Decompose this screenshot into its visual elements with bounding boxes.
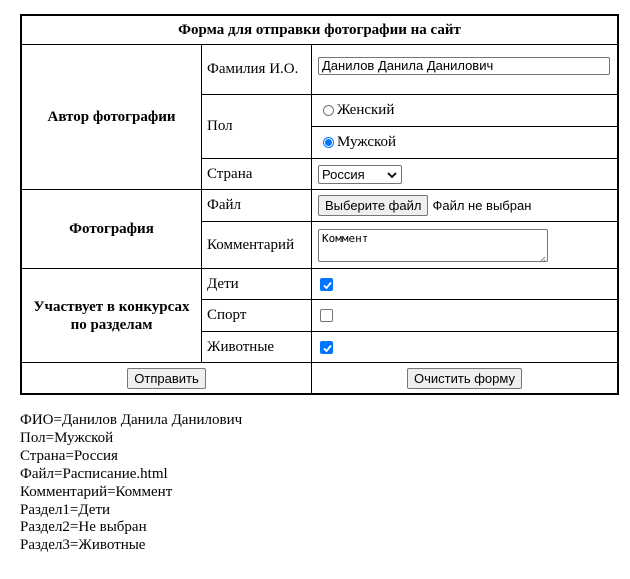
country-label-text: Страна: [207, 165, 253, 182]
contest-kids-checkbox[interactable]: [320, 278, 333, 291]
output-line: Файл=Расписание.html: [20, 465, 168, 482]
output-line: Страна=Россия: [20, 447, 118, 464]
country-cell: [311, 158, 618, 190]
gender-label-text: Пол: [207, 118, 233, 134]
file-status: Файл не выбран: [432, 198, 532, 213]
radio-male[interactable]: [323, 137, 334, 148]
reset-cell: [311, 362, 618, 394]
contest-sport-text: Спорт: [207, 307, 247, 323]
file-label: [201, 189, 312, 222]
photo-section-label: [21, 189, 202, 269]
gender-label: [201, 94, 312, 159]
form-title: [21, 15, 618, 45]
fio-label-text: Фамилия И.О.: [207, 61, 299, 77]
resize-grip-icon[interactable]: [539, 253, 546, 260]
country-select-value: Россия: [322, 166, 365, 182]
radio-female-label: Женский: [337, 102, 395, 118]
comment-textarea[interactable]: [318, 229, 548, 262]
contest-kids-text: Дети: [207, 275, 239, 292]
fio-cell: [311, 44, 618, 95]
contest-kids-label: [201, 268, 312, 300]
contest-sport-cell: [311, 299, 618, 332]
output-line: Раздел3=Животные: [20, 537, 146, 554]
country-label: [201, 158, 312, 190]
contest-section-label: [21, 268, 202, 363]
comment-cell: [311, 221, 618, 269]
contest-sport-label: [201, 299, 312, 332]
output-line: ФИО=Данилов Данила Данилович: [20, 412, 243, 428]
chevron-down-icon: [387, 167, 397, 182]
contest-animals-checkbox[interactable]: [320, 341, 333, 354]
contest-animals-cell: [311, 331, 618, 363]
choose-file-button[interactable]: Выберите файл: [318, 195, 428, 216]
gender-option-female-cell: [311, 94, 618, 127]
radio-male-label: Мужской: [337, 134, 397, 150]
output-line: Раздел2=Не выбран: [20, 519, 147, 536]
contest-animals-text: Животные: [207, 338, 275, 355]
comment-label: [201, 221, 312, 269]
file-cell: [311, 189, 618, 222]
output-line: Раздел1=Дети: [20, 501, 111, 518]
country-select[interactable]: [318, 165, 402, 184]
author-section-text: Автор фотографии: [47, 108, 176, 125]
reset-button[interactable]: Очистить форму: [407, 368, 522, 389]
gender-option-male-cell: [311, 126, 618, 159]
contest-section-text: Участвует в конкурсах по разделам: [33, 298, 190, 333]
checkmark-icon: [322, 343, 333, 354]
comment-text: Коммент: [322, 231, 369, 245]
contest-sport-checkbox[interactable]: [320, 309, 333, 322]
submit-button[interactable]: Отправить: [127, 368, 205, 389]
file-input: [321, 195, 531, 216]
fio-label: [201, 44, 312, 95]
author-section-label: [21, 44, 202, 190]
gender-option-female[interactable]: [321, 102, 394, 119]
gender-option-male[interactable]: [321, 134, 396, 151]
contest-kids-cell: [311, 268, 618, 300]
fio-input[interactable]: Данилов Данила Данилович: [318, 57, 610, 75]
contest-animals-label: [201, 331, 312, 363]
form-title-text: Форма для отправки фотографии на сайт: [178, 21, 461, 38]
submit-cell: [21, 362, 312, 394]
radio-female[interactable]: [323, 105, 334, 116]
file-label-text: Файл: [207, 197, 242, 213]
submission-output: [20, 412, 242, 555]
checkmark-icon: [322, 280, 333, 291]
output-line: Комментарий=Коммент: [20, 483, 173, 500]
comment-label-text: Комментарий: [207, 236, 295, 253]
photo-form-table: [20, 14, 619, 395]
photo-section-text: Фотография: [69, 220, 154, 237]
output-line: Пол=Мужской: [20, 429, 114, 446]
